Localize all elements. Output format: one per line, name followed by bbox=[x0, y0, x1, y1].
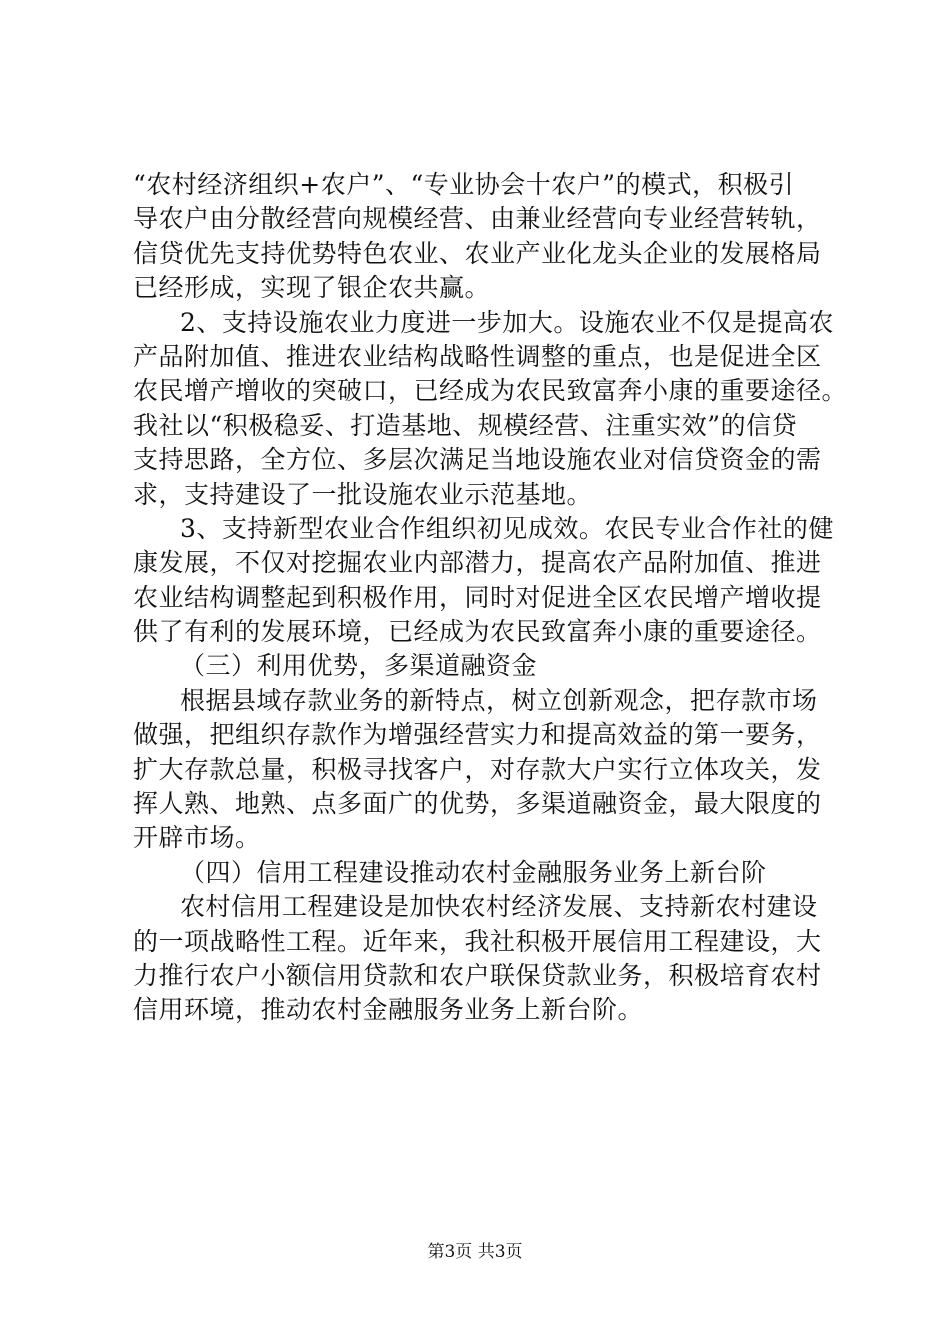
paragraph-first-line: 根据县域存款业务的新特点，树立创新观念，把存款市场 bbox=[180, 685, 818, 715]
document-body bbox=[133, 168, 848, 1028]
text-line: 开辟市场。 bbox=[133, 823, 261, 853]
text-line: 信用环境，推动农村金融服务业务上新台阶。 bbox=[133, 995, 644, 1025]
text-line: 已经形成，实现了银企农共赢。 bbox=[133, 273, 491, 303]
text-line: 的一项战略性工程。近年来，我社积极开展信用工程建设，大 bbox=[133, 926, 822, 956]
text-line: 支持思路，全方位、多层次满足当地设施农业对信贷资金的需 bbox=[133, 445, 822, 475]
paragraph-first-line: 2、支持设施农业力度进一步加大。设施农业不仅是提高农 bbox=[180, 307, 834, 337]
text-line: 求，支持建设了一批设施农业示范基地。 bbox=[133, 479, 593, 509]
paragraph-first-line: 农村信用工程建设是加快农村经济发展、支持新农村建设 bbox=[180, 892, 818, 922]
text-line: 做强，把组织存款作为增强经营实力和提高效益的第一要务， bbox=[133, 720, 822, 750]
text-line: 信贷优先支持优势特色农业、农业产业化龙头企业的发展格局 bbox=[133, 238, 822, 268]
text-line: 农业结构调整起到积极作用，同时对促进全区农民增产增收提 bbox=[133, 582, 822, 612]
text-line: “农村经济组织+农户”、“专业协会十农户”的模式，积极引 bbox=[133, 170, 795, 199]
text-line: 我社以“积极稳妥、打造基地、规模经营、注重实效”的信贷 bbox=[133, 410, 798, 440]
text-line: 力推行农户小额信用贷款和农户联保贷款业务，积极培育农村 bbox=[133, 960, 822, 990]
text-line: 康发展，不仅对挖掘农业内部潜力，提高农产品附加值、推进 bbox=[133, 548, 822, 578]
text-line: 扩大存款总量，积极寻找客户，对存款大户实行立体攻关，发 bbox=[133, 754, 822, 784]
page-number-footer: 第3页 共3页 bbox=[427, 1242, 523, 1262]
text-line: 挥人熟、地熟、点多面广的优势，多渠道融资金，最大限度的 bbox=[133, 789, 822, 819]
section-heading: （四）信用工程建设推动农村金融服务业务上新台阶 bbox=[180, 857, 767, 887]
section-heading: （三）利用优势，多渠道融资金 bbox=[180, 651, 538, 681]
text-line: 供了有利的发展环境，已经成为农民致富奔小康的重要途径。 bbox=[133, 617, 822, 647]
text-line: 农民增产增收的突破口，已经成为农民致富奔小康的重要途径。 bbox=[133, 376, 848, 406]
text-line: 导农户由分散经营向规模经营、由兼业经营向专业经营转轨， bbox=[133, 204, 822, 234]
text-line: 产品附加值、推进农业结构战略性调整的重点，也是促进全区 bbox=[133, 341, 822, 371]
paragraph-first-line: 3、支持新型农业合作组织初见成效。农民专业合作社的健 bbox=[180, 513, 834, 543]
